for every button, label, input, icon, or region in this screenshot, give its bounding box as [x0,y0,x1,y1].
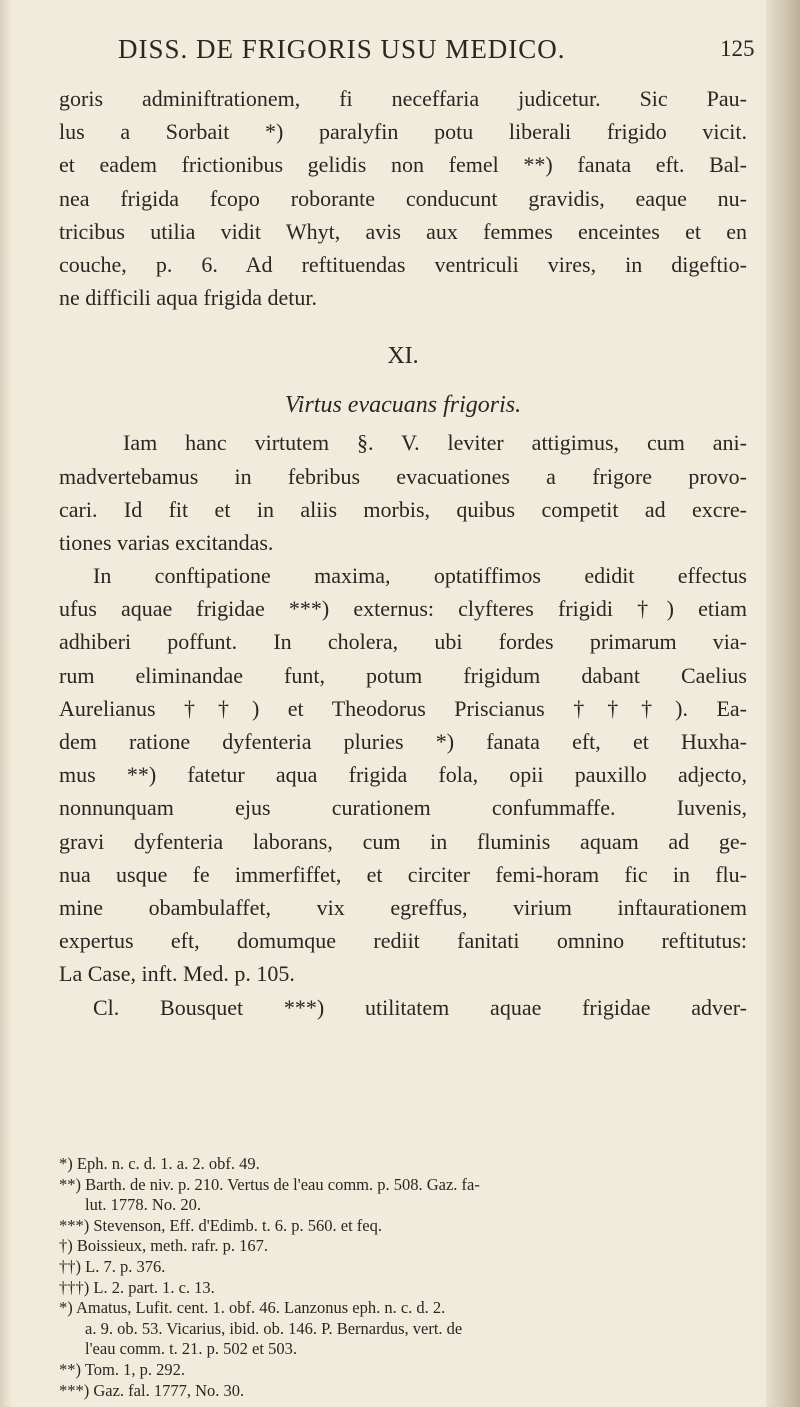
text-line: mine obambulaffet, vix egreffus, virium inftaurationem [59,894,747,920]
text-line: couche, p. 6. Ad reftituendas ventriculi vires, in digeftio- [59,251,747,277]
footnote: ***) Stevenson, Eff. d'Edimb. t. 6. p. 560. et feq. [59,1215,382,1235]
text-line: Cl. Bousquet ***) utilitatem aquae frigidae adver- [93,994,747,1020]
text-line: La Case, inft. Med. p. 105. [59,961,295,987]
footnote: †††) L. 2. part. 1. c. 13. [59,1277,215,1297]
text-line: ne difficili aqua frigida detur. [59,285,318,311]
text-line: expertus eft, domumque rediit fanitati omnino reftitutus: [59,928,747,954]
text-line: goris adminiftrationem, fi neceffaria judicetur. Sic Pau- [59,86,747,111]
main-text [59,82,747,1024]
footnote: **) Barth. de niv. p. 210. Vertus de l'eau comm. p. 508. Gaz. fa- [59,1174,480,1194]
page-number: 125 [720,36,755,61]
section-number: XI. [387,343,419,370]
footnote: †) Boissieux, meth. rafr. p. 167. [59,1236,268,1256]
spacer [59,314,747,328]
running-head-title: DISS. DE FRIGORIS USU MEDICO. [118,34,566,64]
text-line: adhiberi poffunt. In cholera, ubi fordes primarum via- [59,629,747,655]
text-line: tricibus utilia vidit Whyt, avis aux femmes enceintes et en [59,218,747,244]
footnote-continuation: l'eau comm. t. 21. p. 502 et 503. [85,1339,297,1359]
running-head [0,34,800,74]
footnotes [59,1154,747,1401]
text-line: dem ratione dyfenteria pluries *) fanata eft, et Huxha- [59,729,747,754]
text-line: mus **) fatetur aqua frigida fola, opii pauxillo adjecto, [59,762,747,788]
footnote-continuation: a. 9. ob. 53. Vicarius, ibid. ob. 146. P. Bernardus, vert. de [85,1318,463,1338]
text-line: tiones varias excitandas. [59,529,274,555]
text-line: ufus aquae frigidae ***) externus: clyfteres frigidi †) etiam [59,596,747,622]
footnote-continuation: lut. 1778. No. 20. [85,1195,201,1215]
text-line: et eadem frictionibus gelidis non femel **) fanata eft. Bal- [59,152,747,178]
text-line: nea frigida fcopo roborante conducunt gravidis, eaque nu- [59,185,747,211]
footnote: *) Amatus, Lufit. cent. 1. obf. 46. Lanzonus eph. n. c. d. 2. [59,1298,446,1318]
page-left-edge [0,0,12,1407]
text-line: madvertebamus in febribus evacuationes a frigore provo- [59,463,747,489]
text-line: In conftipatione maxima, optatiffimos edidit effectus [93,563,747,589]
text-line: cari. Id fit et in aliis morbis, quibus competit ad excre- [59,496,747,522]
text-line: nua usque fe immerfiffet, et circiter femi-horam fic in flu- [59,861,747,887]
text-line: Iam hanc virtutem §. V. leviter attigimus, cum ani- [123,430,747,456]
text-line: lus a Sorbait *) paralyfin potu liberali frigido vicit. [59,119,747,145]
book-spine-shadow [766,0,800,1407]
footnote: *) Eph. n. c. d. 1. a. 2. obf. 49. [59,1154,260,1173]
footnote: ***) Gaz. fal. 1777, No. 30. [59,1380,245,1400]
text-line: Aurelianus ††) et Theodorus Priscianus †††). Ea- [59,695,747,721]
section-title: Virtus evacuans frigoris. [284,392,522,419]
text-line: rum eliminandae funt, potum frigidum dabant Caelius [59,662,747,688]
text-line: nonnunquam ejus curationem confummaffe. Iuvenis, [59,795,747,821]
footnote: **) Tom. 1, p. 292. [59,1359,185,1379]
footnote: ††) L. 7. p. 376. [59,1256,166,1276]
text-line: gravi dyfenteria laborans, cum in fluminis aquam ad ge- [59,828,747,854]
